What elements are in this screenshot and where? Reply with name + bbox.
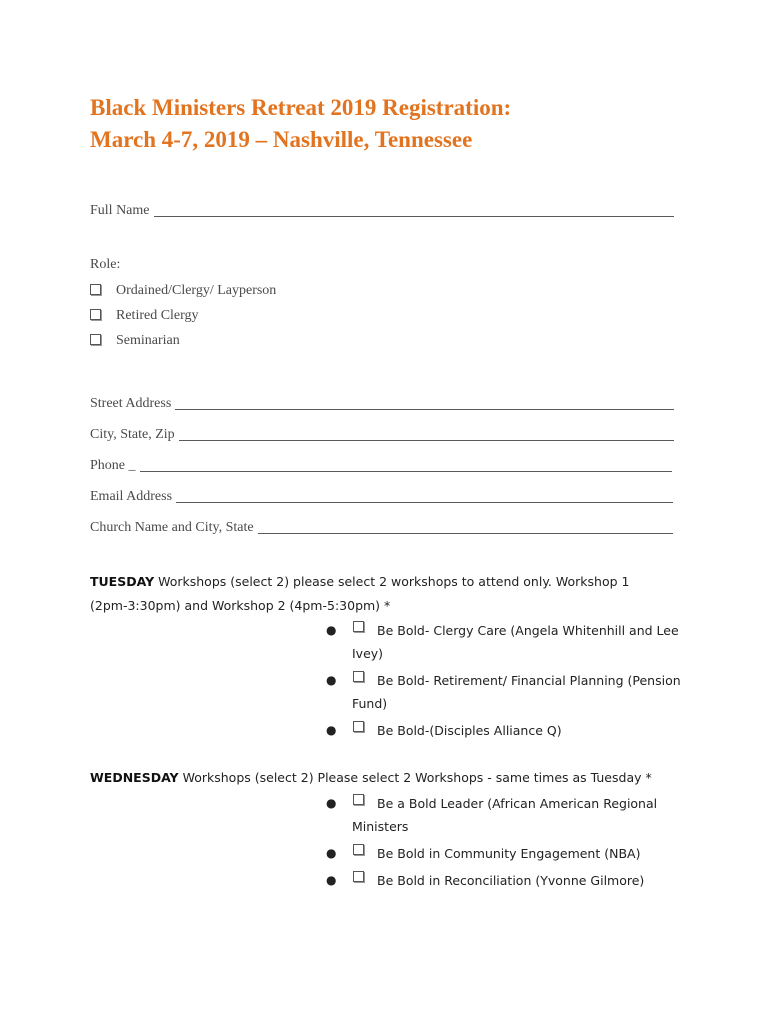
wednesday-workshop-checkbox[interactable] — [353, 844, 364, 855]
wednesday-instructions — [90, 766, 670, 790]
wednesday-heading: WEDNESDAY — [90, 770, 179, 785]
full-name-label: Full Name — [90, 203, 150, 218]
role-option-seminarian[interactable] — [90, 333, 180, 351]
church-field[interactable] — [90, 517, 673, 537]
city-state-zip-field[interactable] — [90, 424, 674, 444]
street-address-label: Street Address — [90, 396, 172, 411]
role-option-ordained[interactable] — [90, 283, 277, 301]
city-state-zip-label: City, State, Zip — [90, 427, 175, 442]
wednesday-workshop-item[interactable] — [326, 842, 686, 865]
workshop-label: Be a Bold Leader (African American Regional Ministers — [352, 796, 658, 834]
wednesday-description: Workshops (select 2) Please select 2 Workshops - same times as Tuesday * — [178, 770, 652, 785]
full-name-line[interactable] — [154, 215, 675, 217]
church-label: Church Name and City, State — [90, 520, 254, 535]
role-option-label: Retired Clergy — [116, 308, 199, 323]
street-address-line[interactable] — [175, 408, 674, 410]
tuesday-workshop-checkbox[interactable] — [353, 621, 364, 632]
bullet-icon: ● — [326, 873, 337, 887]
title-line-1: Black Ministers Retreat 2019 Registration: — [90, 95, 512, 120]
bullet-icon: ● — [326, 723, 337, 737]
wednesday-workshop-item[interactable] — [326, 792, 686, 838]
street-address-field[interactable] — [90, 393, 674, 413]
retired-checkbox[interactable] — [90, 309, 101, 320]
tuesday-workshop-item[interactable] — [326, 619, 686, 665]
workshop-label: Be Bold-(Disciples Alliance Q) — [377, 723, 562, 738]
wednesday-workshop-checkbox[interactable] — [353, 871, 364, 882]
tuesday-workshop-item[interactable] — [326, 719, 686, 742]
bullet-icon: ● — [326, 846, 337, 860]
role-option-label: Ordained/Clergy/ Layperson — [116, 283, 277, 298]
phone-line[interactable] — [140, 470, 673, 472]
role-option-retired[interactable] — [90, 308, 199, 326]
city-state-zip-line[interactable] — [179, 439, 674, 441]
workshop-label: Be Bold- Retirement/ Financial Planning (Pension Fund) — [352, 673, 681, 711]
email-label: Email Address — [90, 489, 173, 504]
tuesday-instructions — [90, 570, 670, 618]
form-title — [90, 92, 511, 156]
wednesday-workshop-list — [326, 792, 686, 896]
bullet-icon: ● — [326, 623, 337, 637]
bullet-icon: ● — [326, 673, 337, 687]
wednesday-workshop-checkbox[interactable] — [353, 794, 364, 805]
phone-label: Phone _ — [90, 458, 136, 473]
ordained-checkbox[interactable] — [90, 284, 101, 295]
tuesday-description: Workshops (select 2) please select 2 workshops to attend only. Workshop 1 (2pm-3:30pm) and Workshop 2 (4pm-5:30pm) * — [90, 574, 630, 613]
full-name-field[interactable] — [90, 200, 674, 220]
bullet-icon: ● — [326, 796, 337, 810]
email-line[interactable] — [176, 501, 673, 503]
workshop-label: Be Bold in Community Engagement (NBA) — [377, 846, 641, 861]
role-label: Role: — [90, 257, 121, 272]
phone-field[interactable] — [90, 455, 672, 475]
tuesday-heading: TUESDAY — [90, 574, 155, 589]
tuesday-workshop-checkbox[interactable] — [353, 721, 364, 732]
role-option-label: Seminarian — [116, 333, 180, 348]
wednesday-workshop-item[interactable] — [326, 869, 686, 892]
workshop-label: Be Bold in Reconciliation (Yvonne Gilmore) — [377, 873, 645, 888]
seminarian-checkbox[interactable] — [90, 334, 101, 345]
tuesday-workshop-list — [326, 619, 686, 746]
workshop-label: Be Bold- Clergy Care (Angela Whitenhill and Lee Ivey) — [352, 623, 679, 661]
tuesday-workshop-item[interactable] — [326, 669, 686, 715]
church-line[interactable] — [258, 532, 673, 534]
tuesday-workshop-checkbox[interactable] — [353, 671, 364, 682]
title-line-2: March 4-7, 2019 – Nashville, Tennessee — [90, 127, 473, 152]
email-field[interactable] — [90, 486, 673, 506]
